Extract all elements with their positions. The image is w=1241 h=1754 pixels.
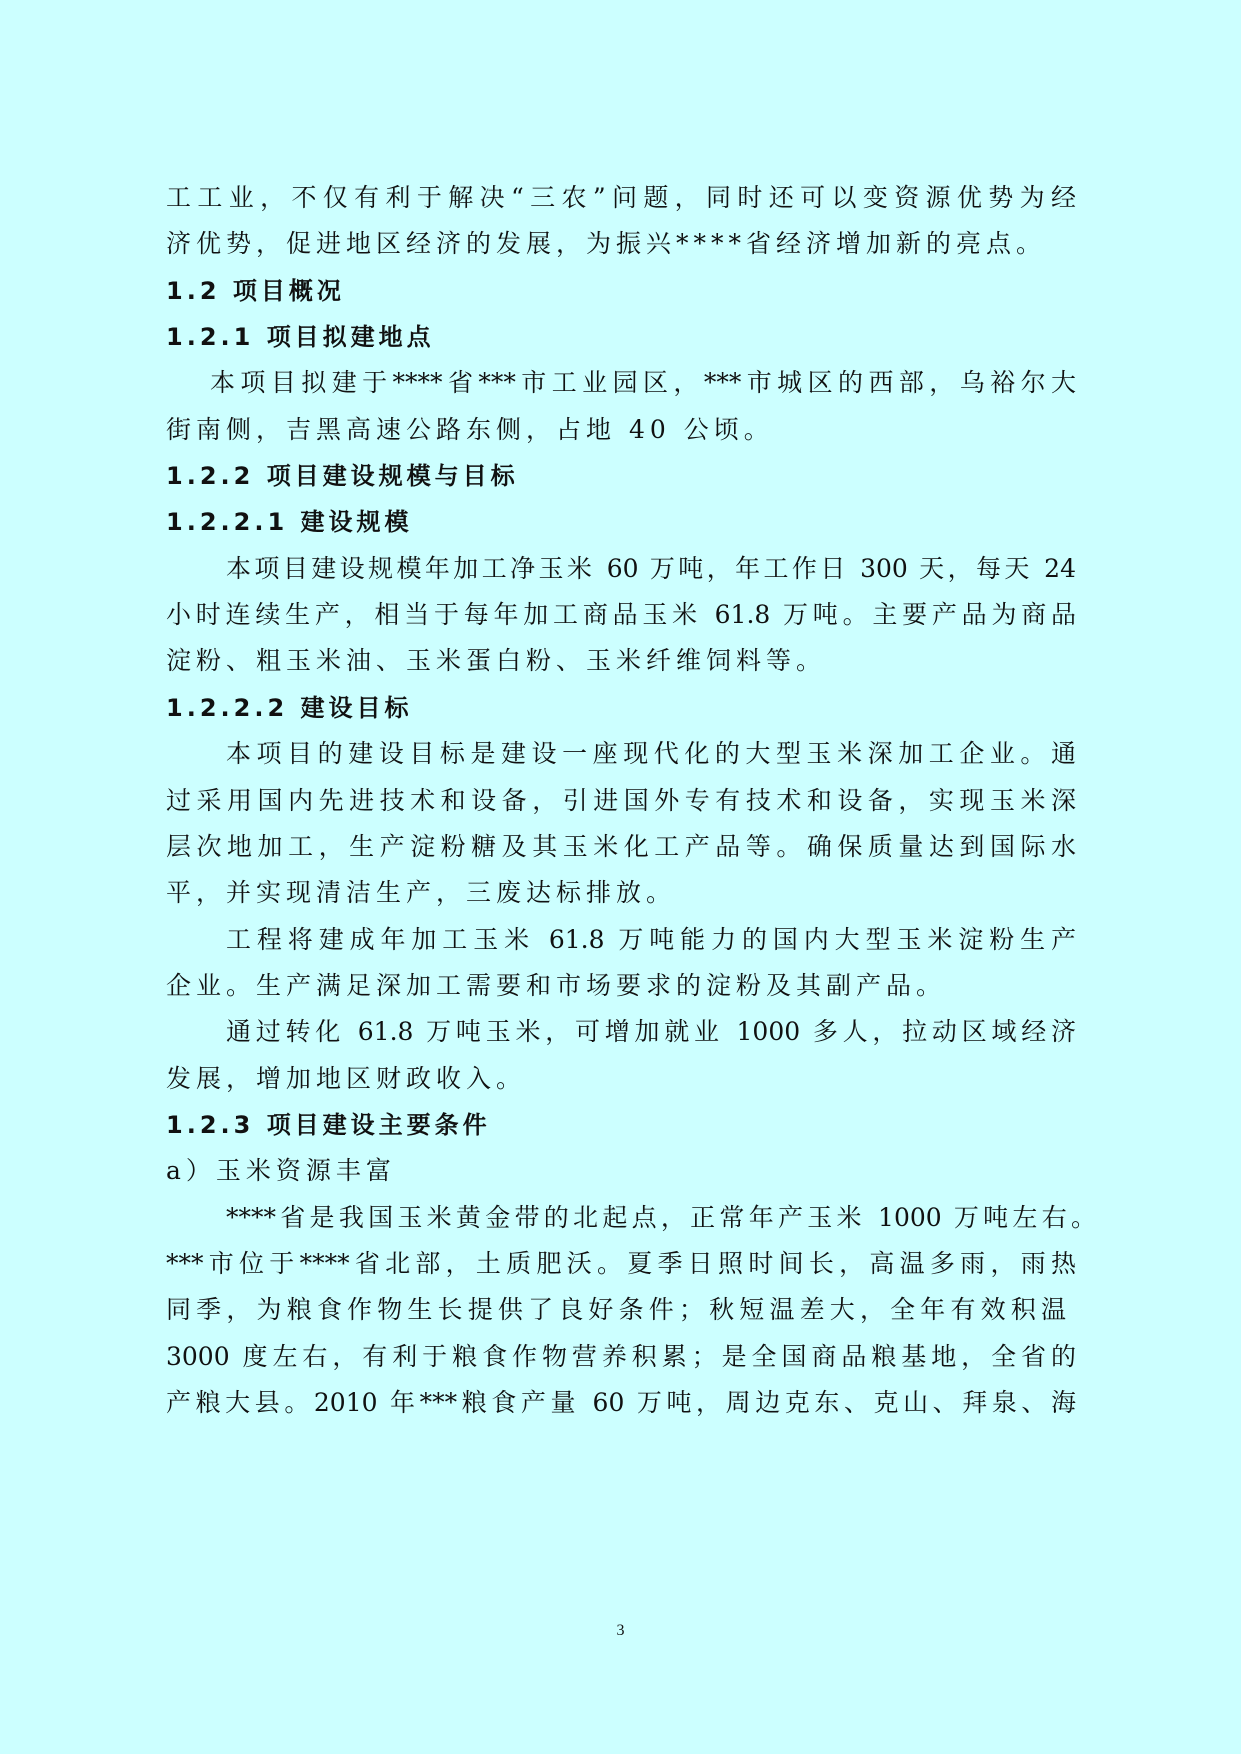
paragraph-line: 本项目的建设目标是建设一座现代化的大型玉米深加工企业。通 — [226, 739, 1076, 768]
paragraph-line: 企业。生产满足深加工需要和市场要求的淀粉及其副产品。 — [166, 971, 947, 1000]
section-heading: 1.2.2.2 建设目标 — [166, 694, 413, 722]
page-number: 3 — [616, 1622, 625, 1639]
paragraph-line: 通过转化 61.8 万吨玉米，可增加就业 1000 多人，拉动区域经济 — [226, 1017, 1076, 1046]
paragraph-line: 济优势，促进地区经济的发展，为振兴****省经济增加新的亮点。 — [166, 229, 1047, 258]
paragraph-line: 小时连续生产，相当于每年加工商品玉米 61.8 万吨。主要产品为商品 — [166, 600, 1076, 629]
paragraph-line: 层次地加工，生产淀粉糖及其玉米化工产品等。确保质量达到国际水 — [166, 832, 1076, 861]
paragraph-line: 过采用国内先进技术和设备，引进国外专有技术和设备，实现玉米深 — [166, 786, 1076, 815]
paragraph-line: 平，并实现清洁生产，三废达标排放。 — [166, 878, 677, 907]
paragraph-line: ****省是我国玉米黄金带的北起点，正常年产玉米 1000 万吨左右。 — [226, 1203, 1096, 1232]
paragraph-line: 同季，为粮食作物生长提供了良好条件；秋短温差大，全年有效积温 — [166, 1295, 1066, 1324]
section-heading: 1.2.3 项目建设主要条件 — [166, 1111, 491, 1139]
paragraph-line: 工程将建成年加工玉米 61.8 万吨能力的国内大型玉米淀粉生产 — [226, 925, 1076, 954]
list-item-label: a）玉米资源丰富 — [166, 1156, 396, 1185]
section-heading: 1.2.1 项目拟建地点 — [166, 323, 435, 351]
paragraph-line: ***市位于****省北部，土质肥沃。夏季日照时间长，高温多雨，雨热 — [166, 1249, 1076, 1278]
section-heading: 1.2 项目概况 — [166, 277, 345, 305]
section-heading: 1.2.2 项目建设规模与目标 — [166, 462, 519, 490]
paragraph-line: 工工业，不仅有利于解决“三农”问题，同时还可以变资源优势为经 — [166, 183, 1076, 212]
paragraph-line: 3000 度左右，有利于粮食作物营养积累；是全国商品粮基地，全省的 — [166, 1342, 1076, 1371]
paragraph-line: 产粮大县。2010 年***粮食产量 60 万吨，周边克东、克山、拜泉、海 — [166, 1388, 1076, 1417]
paragraph-line: 淀粉、粗玉米油、玉米蛋白粉、玉米纤维饲料等。 — [166, 646, 827, 675]
paragraph-line: 街南侧，吉黑高速公路东侧，占地 40 公顷。 — [166, 415, 774, 444]
section-heading: 1.2.2.1 建设规模 — [166, 508, 413, 536]
paragraph-line: 发展，增加地区财政收入。 — [166, 1064, 527, 1093]
paragraph-line: 本项目建设规模年加工净玉米 60 万吨，年工作日 300 天，每天 24 — [226, 554, 1076, 583]
paragraph-line: 本项目拟建于****省***市工业园区，***市城区的西部，乌裕尔大 — [210, 368, 1076, 397]
